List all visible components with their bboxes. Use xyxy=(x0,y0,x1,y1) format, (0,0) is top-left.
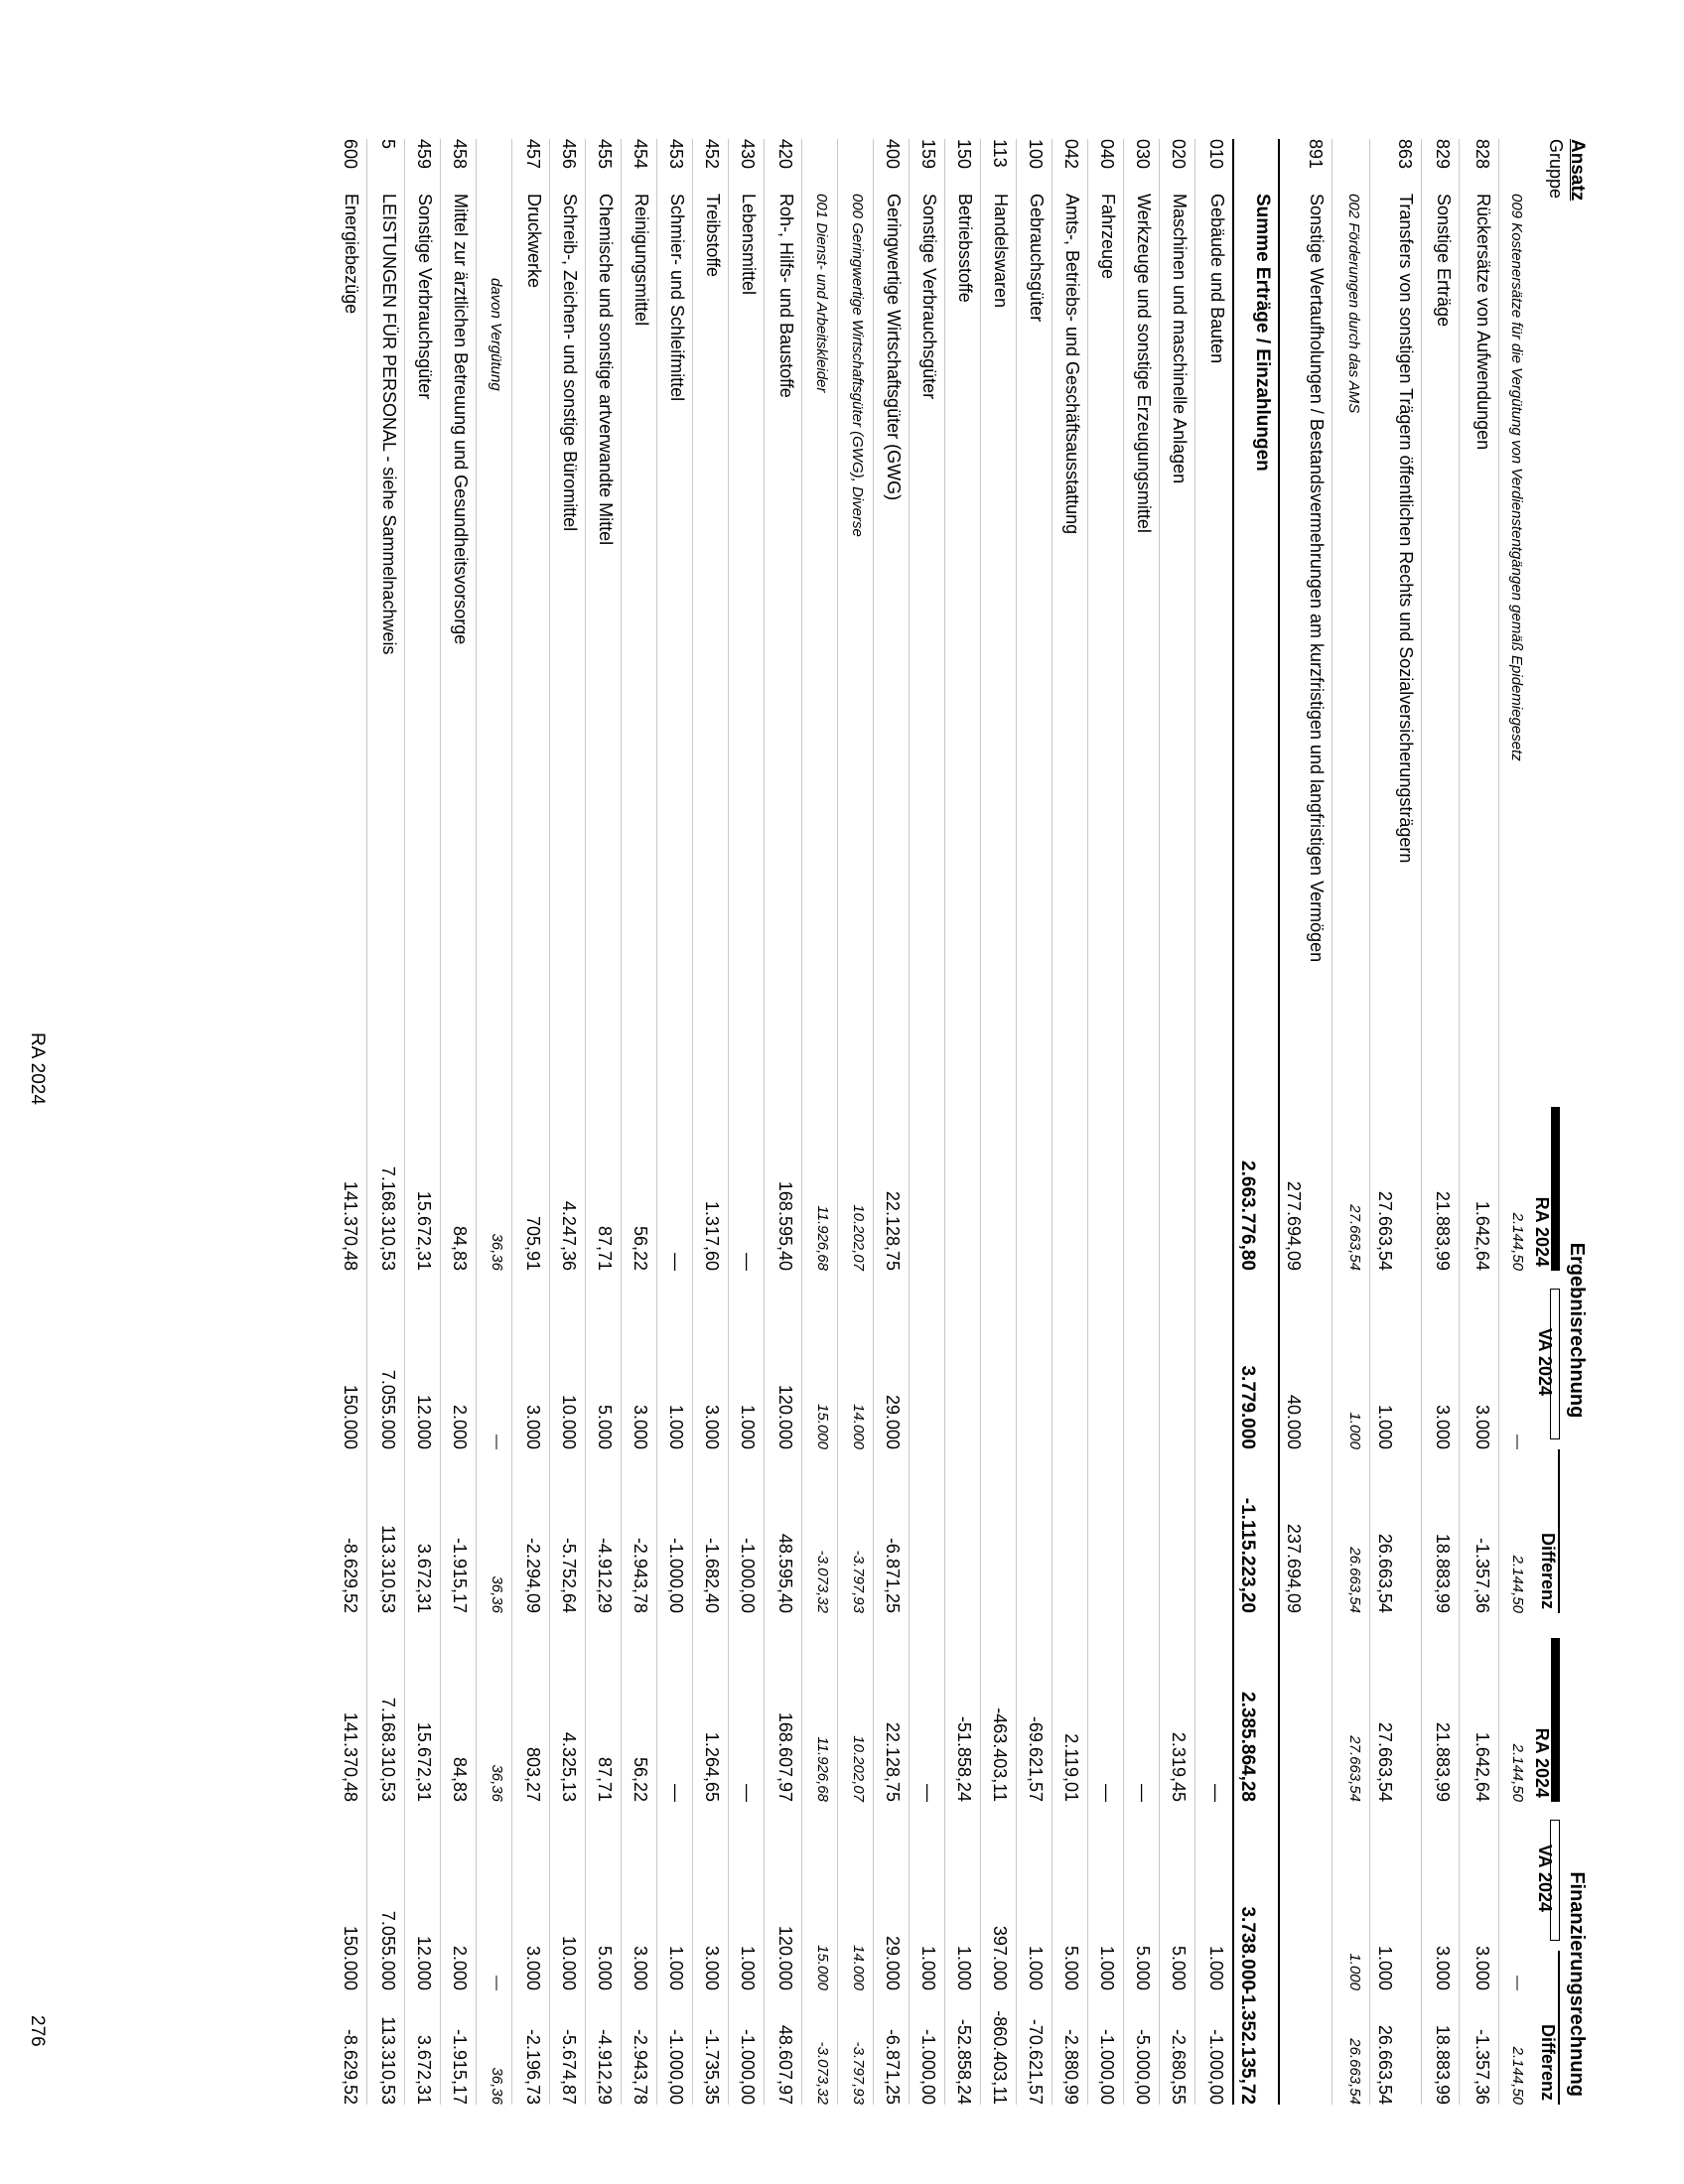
row-label: Amts-, Betriebs- und Geschäftsausstattung xyxy=(1062,194,1082,535)
row-label: Schmier- und Schleifmittel xyxy=(667,194,687,402)
table-row xyxy=(1369,139,1421,2105)
row-code: 459 xyxy=(414,139,434,170)
table-row xyxy=(656,139,692,2105)
cell-finanz-ra: — xyxy=(1097,1784,1117,1802)
row-label: Gebäude und Bauten xyxy=(1207,194,1227,364)
table-row xyxy=(440,139,476,2105)
row-code: 5 xyxy=(378,139,398,150)
cell-finanz-ra: 2.385.864,28 xyxy=(1237,1692,1258,1802)
cell-finanz-diff: 36,36 xyxy=(489,2067,505,2105)
row-label: Rückersätze von Aufwendungen xyxy=(1474,194,1493,451)
table-row xyxy=(404,139,440,2105)
cell-finanz-diff: -1.352.135,72 xyxy=(1237,1987,1258,2105)
table-row xyxy=(366,139,404,2105)
row-code: 452 xyxy=(702,139,722,170)
cell-ergebnis-va: 150.000 xyxy=(341,1384,360,1449)
cell-ergebnis-diff: 48.595,40 xyxy=(775,1533,795,1613)
row-code: 829 xyxy=(1433,139,1453,170)
cell-ergebnis-va: 10.000 xyxy=(559,1394,579,1449)
cell-ergebnis-ra: 10.202,07 xyxy=(850,1204,867,1271)
cell-ergebnis-diff: 18.883,99 xyxy=(1433,1533,1453,1613)
cell-finanz-diff: -2.680,55 xyxy=(1169,2028,1189,2105)
row-code: 454 xyxy=(631,139,650,170)
cell-finanz-va: 1.000 xyxy=(738,1945,758,1990)
row-label: 000 Geringwertige Wirtschaftsgüter (GWG), Diverse xyxy=(849,194,866,537)
cell-ergebnis-va: 15.000 xyxy=(814,1404,831,1449)
row-label: Geringwertige Wirtschaftsgüter (GWG) xyxy=(884,194,904,501)
cell-finanz-va: 3.000 xyxy=(1433,1945,1453,1990)
row-label: Handelswaren xyxy=(991,194,1011,309)
row-code: 150 xyxy=(954,139,974,170)
row-code: 420 xyxy=(775,139,795,170)
cell-ergebnis-diff: -4.912,29 xyxy=(595,1537,615,1613)
cell-ergebnis-ra: 27.663,54 xyxy=(1375,1190,1395,1271)
cell-ergebnis-va: — xyxy=(489,1434,505,1449)
cell-finanz-diff: -1.357,36 xyxy=(1473,2028,1492,2105)
row-label: LEISTUNGEN FÜR PERSONAL - siehe Sammelnachweis xyxy=(379,194,399,655)
cell-finanz-diff: -2.196,73 xyxy=(523,2028,543,2105)
cell-ergebnis-ra: 11.926,68 xyxy=(814,1205,831,1271)
row-code: 891 xyxy=(1306,139,1326,170)
cell-ergebnis-va: — xyxy=(1509,1434,1526,1449)
cell-ergebnis-diff: 26.663,54 xyxy=(1346,1547,1363,1613)
cell-finanz-ra: 168.607,97 xyxy=(775,1711,795,1802)
cell-ergebnis-diff: -6.871,25 xyxy=(883,1537,903,1613)
cell-ergebnis-ra: 7.168.310,53 xyxy=(378,1165,398,1271)
row-label: Druckwerke xyxy=(524,194,544,289)
cell-finanz-va: 2.000 xyxy=(450,1945,470,1990)
row-label: 002 Förderungen durch das AMS xyxy=(1345,194,1362,414)
table-row xyxy=(692,139,728,2105)
cell-finanz-ra: — xyxy=(1133,1784,1153,1802)
table-row xyxy=(585,139,621,2105)
cell-ergebnis-diff: -1.915,17 xyxy=(450,1537,470,1613)
cell-finanz-diff: -70.621,57 xyxy=(1026,2018,1046,2105)
cell-ergebnis-diff: -3.797,93 xyxy=(850,1550,867,1613)
cell-ergebnis-va: 3.000 xyxy=(1473,1404,1492,1449)
table-row xyxy=(1087,139,1123,2105)
cell-ergebnis-va: 3.000 xyxy=(702,1404,722,1449)
cell-finanz-diff: -1.000,00 xyxy=(1097,2028,1117,2105)
cell-finanz-va: 5.000 xyxy=(595,1945,615,1990)
ansatz-header xyxy=(1545,139,1588,201)
table-row xyxy=(621,139,656,2105)
cell-finanz-diff: -4.912,29 xyxy=(595,2028,615,2105)
table-row xyxy=(476,139,511,2105)
row-label: Sonstige Wertaufholungen / Bestandsvermehrungen am kurzfristigen und langfristigen Vermögen xyxy=(1307,194,1327,963)
cell-ergebnis-diff: -5.752,64 xyxy=(559,1537,579,1613)
row-code: 828 xyxy=(1473,139,1492,170)
cell-ergebnis-ra: 2.663.776,80 xyxy=(1237,1160,1258,1271)
cell-finanz-diff: 26.663,54 xyxy=(1375,2024,1395,2105)
table-row xyxy=(1459,139,1498,2105)
cell-ergebnis-va: 12.000 xyxy=(414,1394,434,1449)
cell-ergebnis-ra: 705,91 xyxy=(523,1215,543,1271)
cell-finanz-va: 3.000 xyxy=(702,1945,722,1990)
row-label: 001 Dienst- und Arbeitskleider xyxy=(813,194,830,393)
table-row xyxy=(511,139,549,2105)
cell-finanz-ra: — xyxy=(738,1784,758,1802)
row-code: 100 xyxy=(1026,139,1046,170)
cell-finanz-diff: -1.000,00 xyxy=(738,2028,758,2105)
cell-ergebnis-diff: 3.672,31 xyxy=(414,1543,434,1613)
row-label: Betriebsstoffe xyxy=(955,194,975,303)
cell-ergebnis-va: 14.000 xyxy=(850,1404,867,1449)
row-code: 453 xyxy=(666,139,686,170)
ansatz-label: Ansatz xyxy=(1567,139,1588,202)
cell-finanz-ra: 84,83 xyxy=(450,1756,470,1802)
table-row xyxy=(944,139,980,2105)
cell-finanz-diff: -1.915,17 xyxy=(450,2028,470,2105)
cell-finanz-ra: 36,36 xyxy=(489,1764,505,1802)
cell-finanz-ra: — xyxy=(666,1784,686,1802)
cell-finanz-va: 3.000 xyxy=(523,1945,543,1990)
row-label: Sonstige Erträge xyxy=(1434,194,1454,328)
cell-ergebnis-diff: -1.000,00 xyxy=(738,1537,758,1613)
table-row xyxy=(1016,139,1052,2105)
cell-finanz-va: 1.000 xyxy=(918,1945,938,1990)
cell-ergebnis-ra: — xyxy=(666,1253,686,1271)
cell-ergebnis-va: 120.000 xyxy=(775,1384,795,1449)
cell-ergebnis-diff: -3.073,32 xyxy=(814,1550,831,1613)
cell-finanz-ra: — xyxy=(918,1784,938,1802)
cell-ergebnis-diff: 2.144,50 xyxy=(1509,1555,1526,1613)
cell-ergebnis-ra: 141.370,48 xyxy=(341,1180,360,1271)
cell-finanz-va: 29.000 xyxy=(883,1935,903,1990)
cell-finanz-diff: -2.943,78 xyxy=(631,2028,650,2105)
cell-finanz-va: 5.000 xyxy=(1061,1945,1081,1990)
cell-finanz-diff: -3.073,32 xyxy=(814,2041,831,2105)
row-code: 042 xyxy=(1061,139,1081,170)
cell-ergebnis-diff: 36,36 xyxy=(489,1575,505,1613)
cell-finanz-diff: -860.403,11 xyxy=(990,2010,1010,2105)
cell-finanz-va: 10.000 xyxy=(559,1935,579,1990)
row-label: Transfers von sonstigen Trägern öffentlichen Rechts und Sozialversicherungsträgern xyxy=(1396,194,1416,864)
row-label: Energiebezüge xyxy=(342,194,361,315)
cell-finanz-diff: 26.663,54 xyxy=(1346,2038,1363,2105)
ansatz-table xyxy=(331,139,1532,2105)
cell-finanz-va: 5.000 xyxy=(1169,1945,1189,1990)
row-code: 040 xyxy=(1097,139,1117,170)
cell-ergebnis-ra: 1.317,60 xyxy=(702,1200,722,1271)
cell-finanz-ra: 2.119,01 xyxy=(1061,1733,1081,1802)
cell-finanz-diff: -6.871,25 xyxy=(883,2028,903,2105)
row-label: Maschinen und maschinelle Anlagen xyxy=(1170,194,1190,484)
cell-ergebnis-diff: -1.000,00 xyxy=(666,1537,686,1613)
cell-ergebnis-ra: 15.672,31 xyxy=(414,1190,434,1271)
table-row xyxy=(1498,139,1532,2105)
row-label: Werkzeuge und sonstige Erzeugungsmittel xyxy=(1134,194,1154,533)
cell-ergebnis-ra: 1.642,64 xyxy=(1473,1200,1492,1271)
col-head-ergebnis-va: VA 2024 xyxy=(1550,1289,1560,1439)
cell-finanz-diff: -2.880,99 xyxy=(1061,2028,1081,2105)
cell-finanz-ra: 803,27 xyxy=(523,1746,543,1802)
cell-ergebnis-ra: 27.663,54 xyxy=(1346,1204,1363,1271)
table-row xyxy=(1052,139,1087,2105)
row-label: Gebrauchsgüter xyxy=(1027,194,1047,323)
cell-finanz-va: 3.000 xyxy=(631,1945,650,1990)
cell-finanz-diff: -3.797,93 xyxy=(850,2041,867,2105)
row-label: Mittel zur ärztlichen Betreuung und Gesundheitsvorsorge xyxy=(451,194,471,645)
row-code: 457 xyxy=(523,139,543,170)
cell-finanz-va: 3.000 xyxy=(1473,1945,1492,1990)
cell-finanz-ra: -51.858,24 xyxy=(954,1715,974,1802)
table-row xyxy=(801,139,837,2105)
cell-finanz-diff: -1.000,00 xyxy=(666,2028,686,2105)
row-code: 455 xyxy=(595,139,615,170)
cell-finanz-ra: 10.202,07 xyxy=(850,1735,867,1802)
table-row xyxy=(728,139,764,2105)
cell-finanz-diff: 48.607,97 xyxy=(775,2024,795,2105)
cell-finanz-ra: 87,71 xyxy=(595,1756,615,1802)
row-code: 458 xyxy=(450,139,470,170)
table-row xyxy=(1232,139,1278,2105)
cell-finanz-ra: 4.325,13 xyxy=(559,1731,579,1802)
cell-finanz-ra: 27.663,54 xyxy=(1346,1735,1363,1802)
cell-ergebnis-va: 40.000 xyxy=(1284,1394,1304,1449)
cell-finanz-diff: -1.000,00 xyxy=(918,2028,938,2105)
table-row xyxy=(764,139,801,2105)
table-row xyxy=(1332,139,1369,2105)
cell-finanz-va: 3.738.000 xyxy=(1237,1906,1258,1990)
row-label: Reinigungsmittel xyxy=(632,194,651,327)
cell-finanz-diff: -1.000,00 xyxy=(1206,2028,1226,2105)
cell-finanz-ra: 141.370,48 xyxy=(341,1711,360,1802)
cell-finanz-va: 1.000 xyxy=(954,1945,974,1990)
table-row xyxy=(1194,139,1232,2105)
cell-finanz-diff: -8.629,52 xyxy=(341,2028,360,2105)
table-row xyxy=(1159,139,1194,2105)
cell-finanz-va: — xyxy=(489,1976,505,1990)
table-row xyxy=(1278,139,1332,2105)
footer-label: RA 2024 xyxy=(27,1032,48,1105)
cell-ergebnis-ra: 56,22 xyxy=(631,1225,650,1271)
cell-finanz-ra: 27.663,54 xyxy=(1375,1721,1395,1802)
cell-finanz-ra: 7.168.310,53 xyxy=(378,1697,398,1802)
cell-ergebnis-va: 1.000 xyxy=(738,1404,758,1449)
cell-finanz-diff: 3.672,31 xyxy=(414,2034,434,2105)
row-code: 863 xyxy=(1395,139,1415,170)
table-row xyxy=(909,139,944,2105)
cell-ergebnis-diff: 237.694,09 xyxy=(1284,1523,1304,1613)
cell-ergebnis-ra: — xyxy=(738,1253,758,1271)
row-label: Schreib-, Zeichen- und sonstige Büromittel xyxy=(560,194,580,532)
cell-finanz-ra: 56,22 xyxy=(631,1756,650,1802)
table-row xyxy=(837,139,873,2105)
cell-finanz-va: 5.000 xyxy=(1133,1945,1153,1990)
cell-ergebnis-va: 1.000 xyxy=(1346,1412,1363,1449)
cell-finanz-ra: 1.642,64 xyxy=(1473,1731,1492,1802)
cell-ergebnis-ra: 36,36 xyxy=(489,1233,505,1271)
table-row xyxy=(873,139,909,2105)
row-label: Chemische und sonstige artverwandte Mittel xyxy=(596,194,616,546)
cell-finanz-ra: 22.128,75 xyxy=(883,1721,903,1802)
row-code: 113 xyxy=(990,139,1010,168)
cell-finanz-va: 1.000 xyxy=(1375,1945,1395,1990)
cell-finanz-va: 12.000 xyxy=(414,1935,434,1990)
cell-ergebnis-ra: 168.595,40 xyxy=(775,1180,795,1271)
cell-finanz-ra: 2.144,50 xyxy=(1509,1743,1526,1802)
cell-finanz-va: 1.000 xyxy=(1026,1945,1046,1990)
cell-finanz-diff: 18.883,99 xyxy=(1433,2024,1453,2105)
row-code: 456 xyxy=(559,139,579,170)
cell-ergebnis-ra: 22.128,75 xyxy=(883,1190,903,1271)
cell-finanz-va: 1.000 xyxy=(1346,1953,1363,1990)
col-head-ergebnis-ra: RA 2024 xyxy=(1533,1107,1560,1271)
table-row xyxy=(549,139,585,2105)
row-label: Summe Erträge / Einzahlungen xyxy=(1252,194,1273,472)
cell-finanz-ra: 11.926,68 xyxy=(814,1736,831,1802)
cell-ergebnis-va: 29.000 xyxy=(883,1394,903,1449)
cell-finanz-ra: 2.319,45 xyxy=(1169,1731,1189,1802)
cell-ergebnis-diff: 26.663,54 xyxy=(1375,1533,1395,1613)
row-code: 030 xyxy=(1133,139,1153,170)
cell-finanz-va: 1.000 xyxy=(666,1945,686,1990)
cell-ergebnis-ra: 277.694,09 xyxy=(1284,1180,1304,1271)
cell-finanz-ra: 15.672,31 xyxy=(414,1721,434,1802)
cell-ergebnis-ra: 87,71 xyxy=(595,1225,615,1271)
cell-finanz-va: 1.000 xyxy=(1097,1945,1117,1990)
cell-finanz-diff: -1.735,35 xyxy=(702,2028,722,2105)
cell-ergebnis-ra: 2.144,50 xyxy=(1509,1212,1526,1271)
page-number: 276 xyxy=(27,2015,48,2047)
cell-finanz-ra: — xyxy=(1206,1784,1226,1802)
col-head-ergebnis-diff: Differenz xyxy=(1540,1449,1560,1613)
finanzierungsrechnung-title: Finanzierungsrechnung xyxy=(1566,1871,1588,2097)
row-code: 600 xyxy=(341,139,360,170)
cell-ergebnis-diff: -8.629,52 xyxy=(341,1537,360,1613)
cell-ergebnis-diff: -1.357,36 xyxy=(1473,1537,1492,1613)
row-code: 430 xyxy=(738,139,758,170)
cell-finanz-va: 14.000 xyxy=(850,1945,867,1990)
cell-finanz-va: — xyxy=(1509,1976,1526,1990)
cell-ergebnis-va: 2.000 xyxy=(450,1404,470,1449)
gruppe-label: Gruppe xyxy=(1546,139,1567,200)
col-head-finanz-va: VA 2024 xyxy=(1550,1820,1560,1941)
col-head-finanz-diff: Differenz xyxy=(1540,1951,1560,2105)
col-head-finanz-ra: RA 2024 xyxy=(1533,1638,1560,1802)
cell-finanz-va: 15.000 xyxy=(814,1945,831,1990)
table-row xyxy=(1123,139,1159,2105)
row-label: Roh-, Hilfs- und Baustoffe xyxy=(776,194,796,398)
cell-finanz-va: 150.000 xyxy=(341,1925,360,1990)
cell-ergebnis-va: 3.000 xyxy=(1433,1404,1453,1449)
cell-finanz-diff: -52.858,24 xyxy=(954,2018,974,2105)
cell-ergebnis-diff: -2.294,09 xyxy=(523,1537,543,1613)
cell-ergebnis-va: 3.779.000 xyxy=(1237,1365,1258,1449)
cell-finanz-diff: -5.674,87 xyxy=(559,2028,579,2105)
table-row xyxy=(1421,139,1459,2105)
cell-finanz-ra: 1.264,65 xyxy=(702,1731,722,1802)
cell-ergebnis-ra: 4.247,36 xyxy=(559,1200,579,1271)
row-label: Sonstige Verbrauchsgüter xyxy=(919,194,939,400)
cell-finanz-ra: 21.883,99 xyxy=(1433,1721,1453,1802)
row-code: 020 xyxy=(1169,139,1189,170)
cell-finanz-diff: 113.310,53 xyxy=(378,2016,398,2105)
ergebnisrechnung-title: Ergebnisrechnung xyxy=(1566,1242,1588,1419)
cell-ergebnis-diff: -2.943,78 xyxy=(631,1537,650,1613)
cell-ergebnis-diff: -1.682,40 xyxy=(702,1537,722,1613)
cell-finanz-va: 397.000 xyxy=(990,1925,1010,1990)
row-label: davon Vergütung xyxy=(488,278,504,391)
cell-finanz-va: 120.000 xyxy=(775,1925,795,1990)
cell-ergebnis-ra: 84,83 xyxy=(450,1225,470,1271)
row-code: 010 xyxy=(1206,139,1226,170)
cell-ergebnis-va: 1.000 xyxy=(666,1404,686,1449)
cell-ergebnis-va: 7.055.000 xyxy=(378,1369,398,1449)
row-label: Lebensmittel xyxy=(739,194,759,296)
cell-finanz-ra: -463.403,11 xyxy=(990,1707,1010,1802)
cell-finanz-ra: -69.621,57 xyxy=(1026,1715,1046,1802)
table-row xyxy=(331,139,366,2105)
cell-ergebnis-ra: 21.883,99 xyxy=(1433,1190,1453,1271)
table-row xyxy=(980,139,1016,2105)
cell-finanz-va: 1.000 xyxy=(1206,1945,1226,1990)
cell-ergebnis-va: 5.000 xyxy=(595,1404,615,1449)
cell-finanz-va: 7.055.000 xyxy=(378,1910,398,1990)
row-label: Sonstige Verbrauchsgüter xyxy=(415,194,435,400)
cell-ergebnis-diff: -1.115.223,20 xyxy=(1237,1497,1258,1613)
row-code: 159 xyxy=(918,139,938,170)
row-label: Treibstoffe xyxy=(703,194,723,278)
cell-ergebnis-va: 1.000 xyxy=(1375,1404,1395,1449)
cell-ergebnis-diff: 113.310,53 xyxy=(378,1525,398,1613)
cell-ergebnis-va: 3.000 xyxy=(631,1404,650,1449)
row-code: 400 xyxy=(883,139,903,170)
cell-finanz-diff: -5.000,00 xyxy=(1133,2028,1153,2105)
cell-finanz-diff: 2.144,50 xyxy=(1509,2046,1526,2105)
cell-ergebnis-va: 3.000 xyxy=(523,1404,543,1449)
row-label: Fahrzeuge xyxy=(1098,194,1118,280)
row-label: 009 Kostenersätze für die Vergütung von Verdienstentgängen gemäß Epidemiegesetz xyxy=(1508,194,1525,761)
